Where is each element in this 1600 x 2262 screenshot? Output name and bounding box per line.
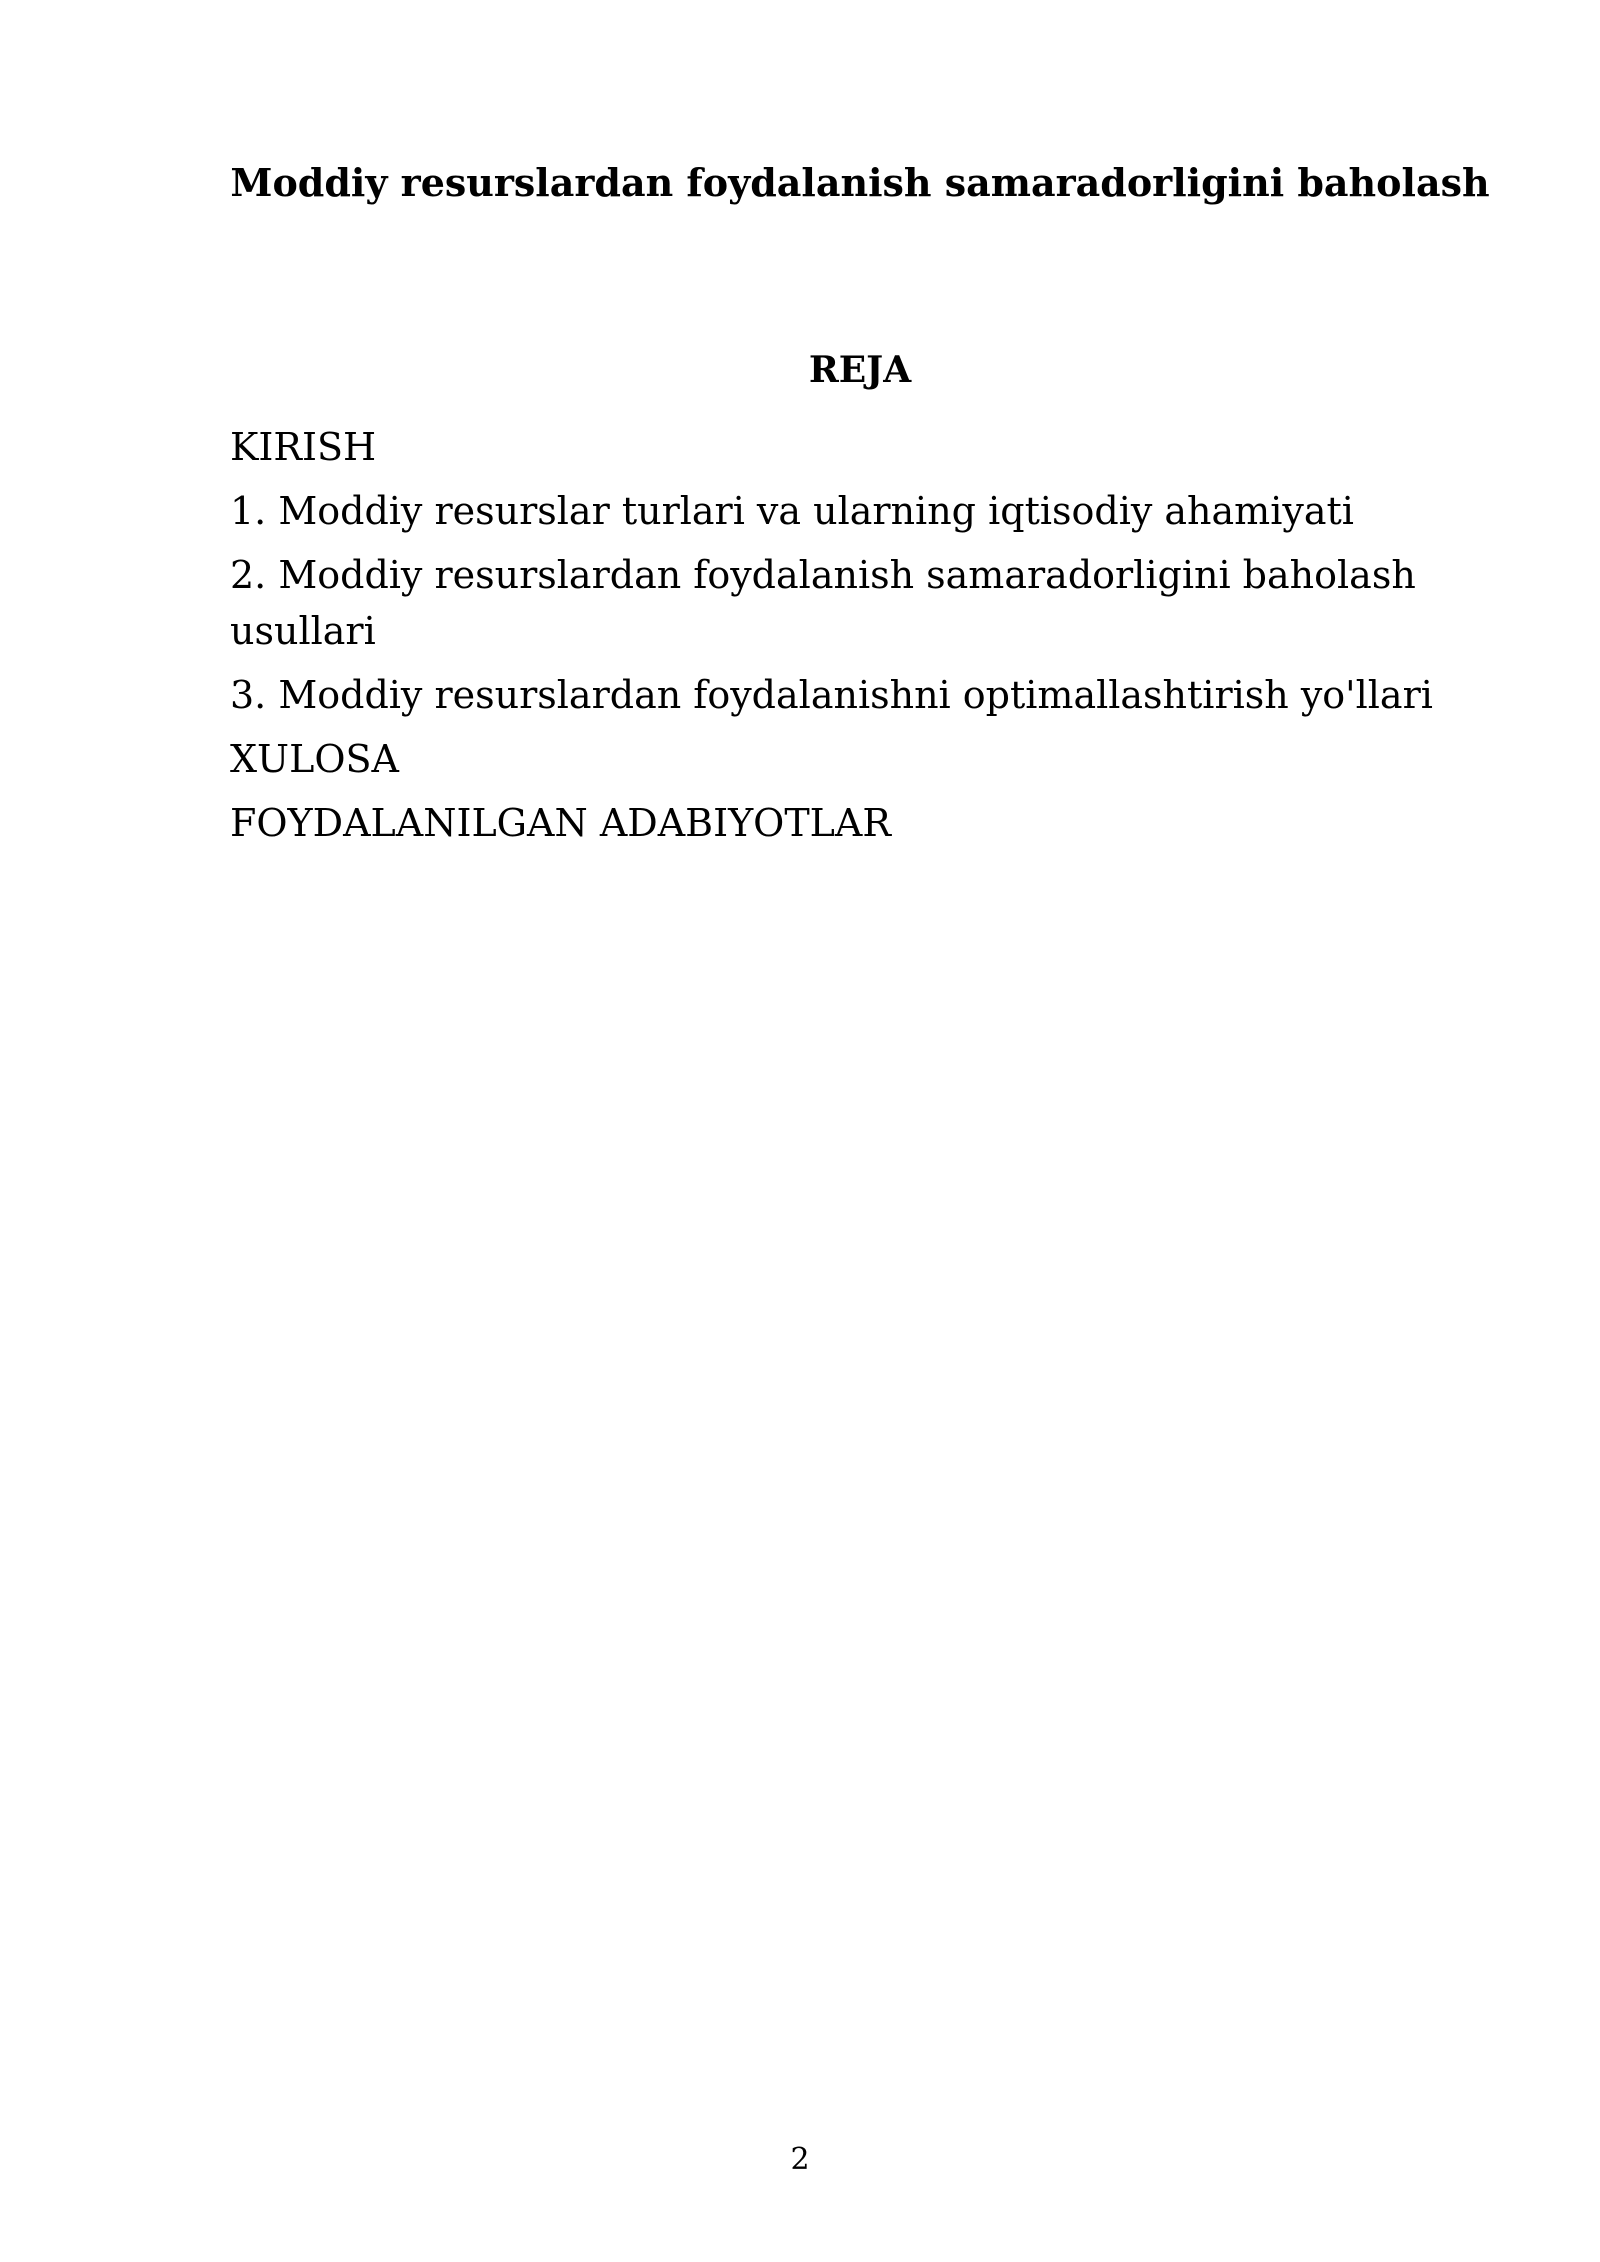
plan-item-introduction: KIRISH bbox=[230, 425, 377, 469]
plan-item-conclusion: XULOSA bbox=[230, 737, 399, 781]
page-number: 2 bbox=[790, 2142, 810, 2177]
document-title: Moddiy resurslardan foydalanish samaradorligini baholash bbox=[230, 160, 1490, 205]
plan-item-references: FOYDALANILGAN ADABIYOTLAR bbox=[230, 801, 891, 845]
plan-heading: REJA bbox=[808, 349, 912, 391]
plan-item-3: 3. Moddiy resurslardan foydalanishni optimallashtirish yo'llari bbox=[230, 673, 1433, 717]
plan-list bbox=[230, 419, 1460, 859]
plan-item-2: 2. Moddiy resurslardan foydalanish samaradorligini baholash usullari bbox=[230, 553, 1416, 653]
plan-item-1: 1. Moddiy resurslar turlari va ularning iqtisodiy ahamiyati bbox=[230, 489, 1354, 533]
